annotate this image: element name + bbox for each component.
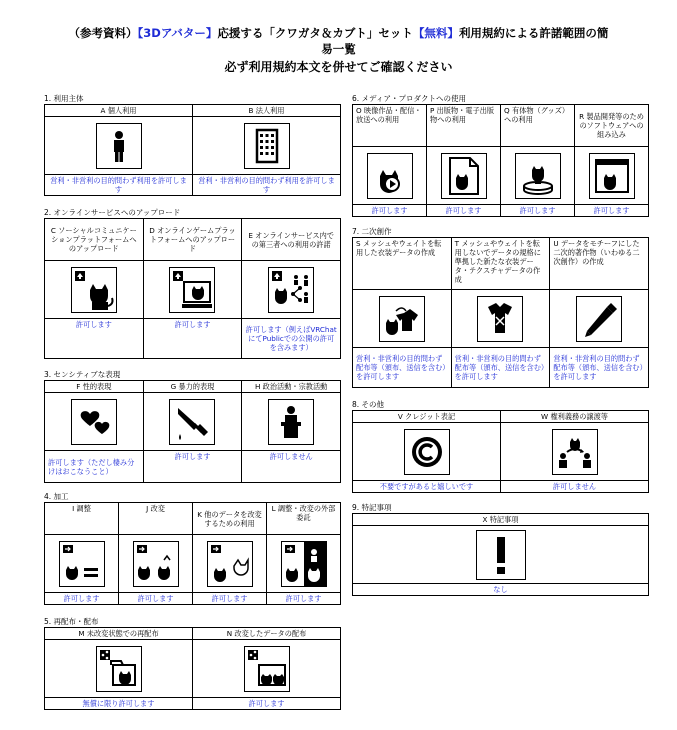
col-head-a: A 個人利用 bbox=[45, 105, 193, 117]
podium-icon bbox=[268, 399, 314, 445]
page-title-line-1 bbox=[0, 25, 677, 41]
section-title: 5. 再配布・配布 bbox=[44, 617, 99, 626]
section-3-sensitive bbox=[44, 370, 341, 483]
redistribute-icon bbox=[96, 646, 142, 692]
perm-n: 許可します bbox=[193, 698, 341, 710]
page-subtitle: 必ず利用規約本文を併せてご確認ください bbox=[224, 60, 453, 74]
section-1-usage-subject bbox=[44, 94, 341, 196]
section-7-derivative-works bbox=[352, 227, 649, 388]
publication-icon bbox=[441, 153, 487, 199]
section-title: 1. 利用主体 bbox=[44, 94, 84, 103]
col-head-t: T メッシュやウェイトを転用しないでデータの規格に準拠した新たな衣装データ・テクスチャデータの作成 bbox=[451, 238, 550, 290]
perm-q: 許可します bbox=[501, 205, 575, 217]
section-2-online-upload bbox=[44, 208, 341, 359]
col-head-v: V クレジット表記 bbox=[353, 411, 501, 423]
perm-l: 許可します bbox=[267, 593, 341, 605]
share-third-party-icon bbox=[268, 267, 314, 313]
upload-cat-icon bbox=[71, 267, 117, 313]
col-head-c: C ソーシャルコミュニケーションプラットフォームへのアップロード bbox=[45, 219, 144, 261]
col-head-g: G 暴力的表現 bbox=[143, 381, 242, 393]
pen-icon bbox=[576, 296, 622, 342]
perm-f: 許可します（ただし棲み分けはおこなうこと） bbox=[45, 451, 144, 483]
section-title: 2. オンラインサービスへのアップロード bbox=[44, 208, 181, 217]
perm-p: 許可します bbox=[427, 205, 501, 217]
perm-w: 許可しません bbox=[501, 481, 649, 493]
perm-b: 営利・非営利の目的問わず利用を許可します bbox=[193, 175, 341, 196]
page-title-line-2: 易一覧 bbox=[321, 42, 356, 56]
col-head-d: D オンラインゲームプラットフォームへのアップロード bbox=[143, 219, 242, 261]
col-head-j: J 改変 bbox=[119, 503, 193, 535]
knife-icon bbox=[169, 399, 215, 445]
building-icon bbox=[244, 123, 290, 169]
video-icon bbox=[367, 153, 413, 199]
outsource-icon bbox=[281, 541, 327, 587]
col-head-k: K 他のデータを改変するための利用 bbox=[193, 503, 267, 535]
perm-g: 許可します bbox=[143, 451, 242, 483]
rights-transfer-icon bbox=[552, 429, 598, 475]
copyright-icon bbox=[404, 429, 450, 475]
col-head-u: U データをモチーフにした二次的著作物（いわゆる二次創作）の作成 bbox=[550, 238, 649, 290]
section-4-processing bbox=[44, 492, 341, 605]
game-upload-icon bbox=[169, 267, 215, 313]
perm-x: なし bbox=[353, 584, 649, 596]
section-title: 7. 二次創作 bbox=[352, 227, 392, 236]
perm-a: 営利・非営利の目的問わず利用を許可します bbox=[45, 175, 193, 196]
perm-i: 許可します bbox=[45, 593, 119, 605]
col-head-s: S メッシュやウェイトを転用した衣装データの作成 bbox=[353, 238, 452, 290]
perm-r: 許可します bbox=[575, 205, 649, 217]
section-6-media-products bbox=[352, 94, 649, 217]
perm-v: 不要ですがあると嬉しいです bbox=[353, 481, 501, 493]
section-title: 9. 特記事項 bbox=[352, 503, 392, 512]
title-suffix: 利用規約による許諾範囲の簡 bbox=[458, 26, 609, 40]
section-title: 8. その他 bbox=[352, 400, 385, 409]
hearts-icon bbox=[71, 399, 117, 445]
perm-s: 営利・非営利の目的問わず配布等（頒布、送信を含む）を許可します bbox=[353, 348, 452, 388]
perm-u: 営利・非営利の目的問わず配布等（頒布、送信を含む）を許可します bbox=[550, 348, 649, 388]
perm-m: 無償に限り許可します bbox=[45, 698, 193, 710]
col-head-o: O 映像作品・配信・放送への利用 bbox=[353, 105, 427, 147]
section-title: 4. 加工 bbox=[44, 492, 69, 501]
section-8-others bbox=[352, 400, 649, 493]
perm-j: 許可します bbox=[119, 593, 193, 605]
perm-h: 許可しません bbox=[242, 451, 341, 483]
exclamation-icon bbox=[476, 530, 526, 580]
col-head-x: X 特記事項 bbox=[353, 514, 649, 526]
modify-icon bbox=[133, 541, 179, 587]
clothes-transfer-icon bbox=[379, 296, 425, 342]
perm-t: 営利・非営利の目的問わず配布等（頒布、送信を含む）を許可します bbox=[451, 348, 550, 388]
section-9-special-notes bbox=[352, 503, 649, 596]
new-clothes-icon bbox=[477, 296, 523, 342]
section-5-redistribution bbox=[44, 617, 341, 710]
col-head-w: W 権利義務の譲渡等 bbox=[501, 411, 649, 423]
section-title: 3. センシティブな表現 bbox=[44, 370, 121, 379]
title-product: 応援する「クワガタ＆カブト」セット bbox=[217, 26, 413, 40]
col-head-n: N 改変したデータの配布 bbox=[193, 628, 341, 640]
perm-e: 許可します（例えばVRChatにてPublicでの公開の許可を含みます） bbox=[242, 319, 341, 359]
title-prefix: （参考資料） bbox=[68, 26, 138, 40]
col-head-r: R 製品開発等のためのソフトウェアへの組み込み bbox=[575, 105, 649, 147]
col-head-e: E オンラインサービス内での第三者への利用の許諾 bbox=[242, 219, 341, 261]
software-icon bbox=[589, 153, 635, 199]
perm-d: 許可します bbox=[143, 319, 242, 359]
title-free-tag: 【無料】 bbox=[412, 26, 459, 40]
col-head-q: Q 有体物（グッズ）への利用 bbox=[501, 105, 575, 147]
col-head-i: I 調整 bbox=[45, 503, 119, 535]
use-for-other-icon bbox=[207, 541, 253, 587]
perm-c: 許可します bbox=[45, 319, 144, 359]
col-head-p: P 出版物・電子出版物への利用 bbox=[427, 105, 501, 147]
col-head-h: H 政治活動・宗教活動 bbox=[242, 381, 341, 393]
title-avatar-tag: 【3Dアバター】 bbox=[137, 26, 218, 40]
col-head-l: L 調整・改変の外部委託 bbox=[267, 503, 341, 535]
distribute-modified-icon bbox=[244, 646, 290, 692]
person-icon bbox=[96, 123, 142, 169]
col-head-b: B 法人利用 bbox=[193, 105, 341, 117]
perm-k: 許可します bbox=[193, 593, 267, 605]
col-head-f: F 性的表現 bbox=[45, 381, 144, 393]
section-title: 6. メディア・プロダクトへの使用 bbox=[352, 94, 466, 103]
col-head-m: M 未改変状態での再配布 bbox=[45, 628, 193, 640]
perm-o: 許可します bbox=[353, 205, 427, 217]
adjust-icon bbox=[59, 541, 105, 587]
goods-icon bbox=[515, 153, 561, 199]
